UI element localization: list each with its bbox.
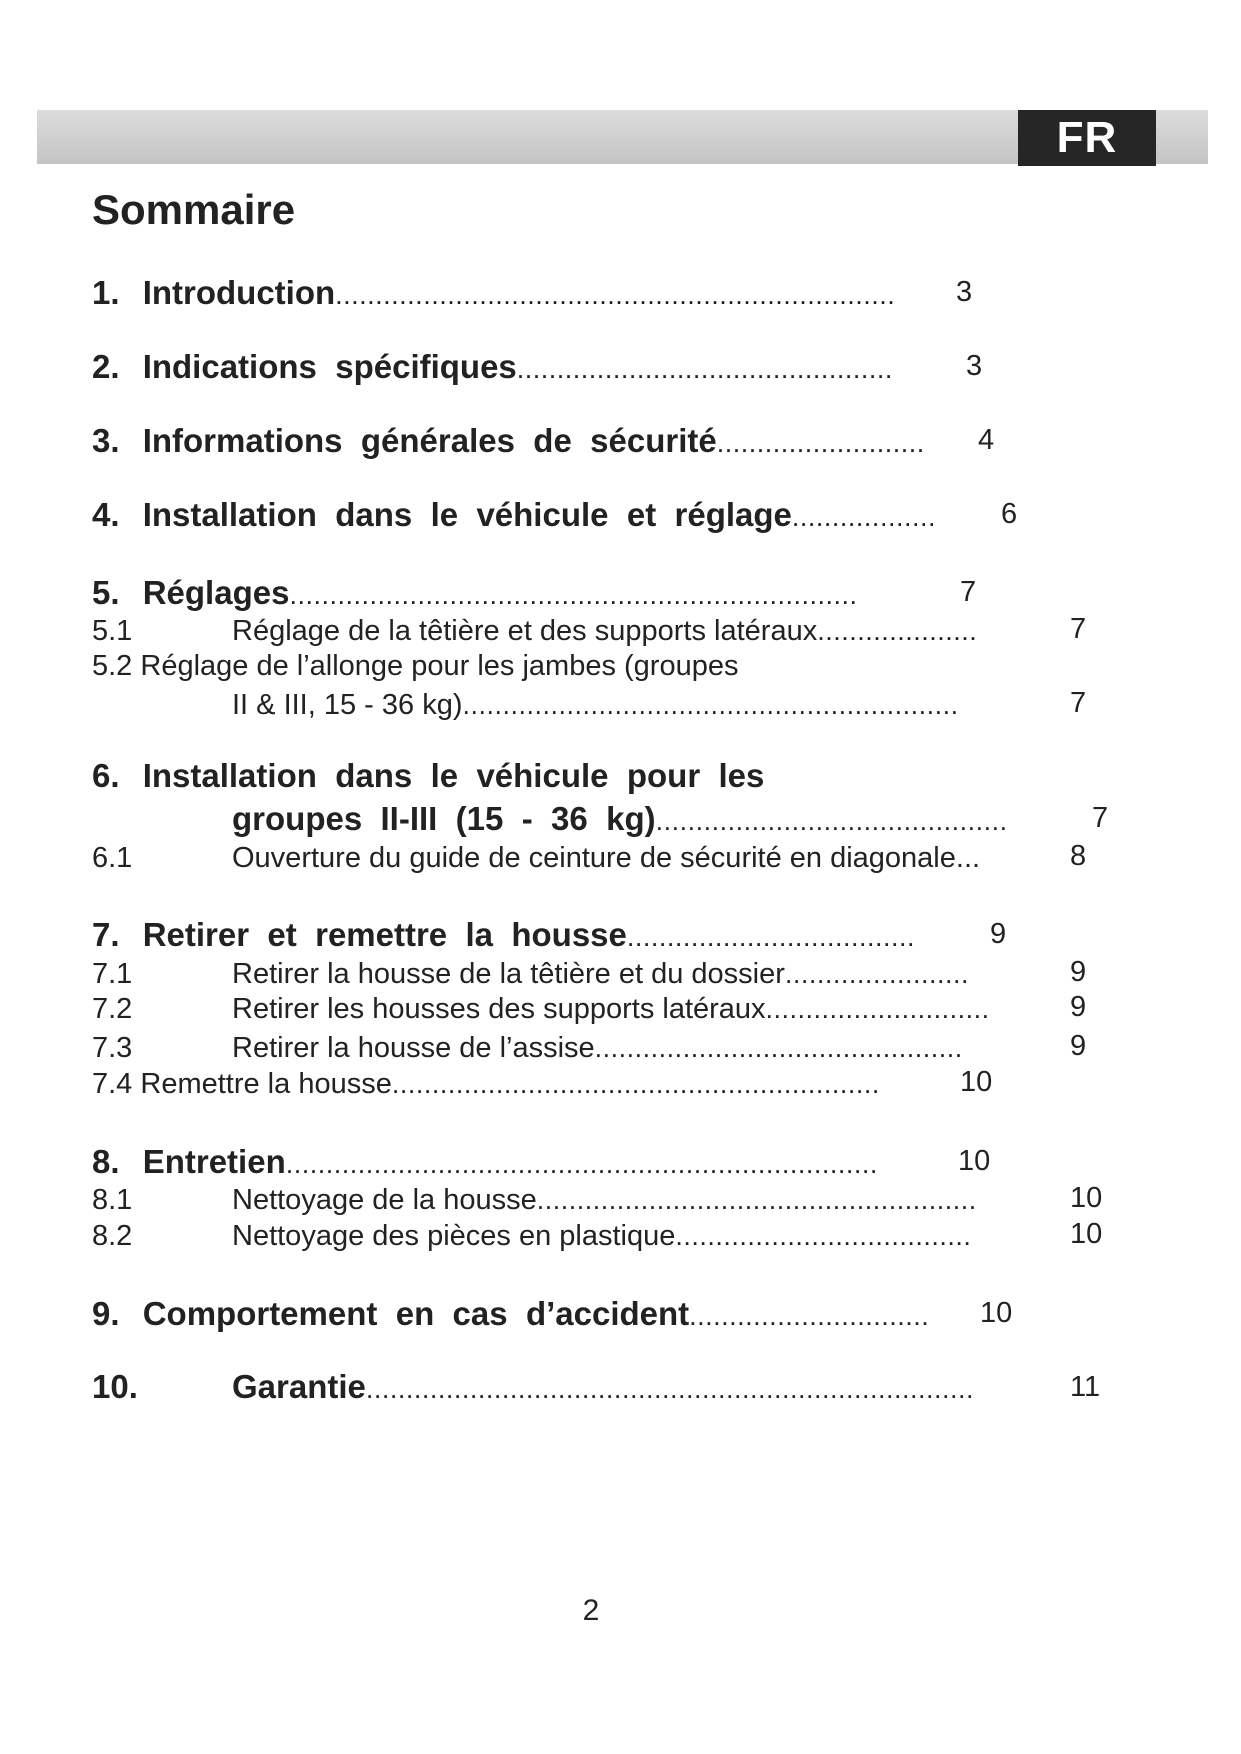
toc-title: Informations générales de sécurité — [142, 422, 717, 459]
toc-entry-3[interactable] — [92, 420, 925, 464]
toc-page-7-3: 9 — [1070, 1030, 1087, 1062]
toc-title: Entretien — [142, 1143, 286, 1180]
toc-title: 7.4 Remettre la housse — [92, 1068, 392, 1100]
toc-entry-6-line2[interactable] — [232, 798, 1008, 842]
toc-entry-7-4[interactable] — [92, 1066, 880, 1102]
toc-number-6-1: 6.1 — [92, 842, 133, 874]
dot-leader: .............................. — [689, 1301, 930, 1331]
dot-leader: .................... — [817, 616, 978, 646]
dot-leader: .......................................................................... — [285, 1149, 878, 1179]
toc-page-2: 3 — [966, 350, 983, 382]
toc-page-6-1: 8 — [1070, 840, 1087, 872]
dot-leader: ............................................ — [655, 806, 1008, 836]
toc-number-8-2: 8.2 — [92, 1220, 133, 1252]
toc-page-7-1: 9 — [1070, 956, 1087, 988]
toc-title: Installation dans le véhicule et réglage — [142, 496, 792, 533]
dot-leader: ....................................................... — [536, 1185, 977, 1215]
dot-leader: ...................................................................... — [335, 280, 896, 310]
toc-title: Garantie — [232, 1368, 366, 1405]
toc-number: 5. — [92, 574, 120, 611]
dot-leader: ............................................... — [516, 354, 893, 384]
toc-number: 1. — [92, 274, 120, 311]
toc-page-1: 3 — [956, 276, 973, 308]
toc-number: 6. — [92, 757, 120, 794]
dot-leader: .............................................. — [594, 1033, 963, 1063]
toc-title: Retirer et remettre la housse — [142, 916, 627, 953]
toc-entry-6-line1[interactable] — [92, 755, 764, 797]
toc-entry-8-2[interactable] — [232, 1218, 971, 1254]
dot-leader: ..................................... — [675, 1221, 972, 1251]
toc-title: Installation dans le véhicule pour les — [142, 757, 765, 794]
toc-entry-2[interactable] — [92, 346, 893, 390]
toc-title: Réglage de la têtière et des supports latéraux — [232, 615, 818, 647]
toc-page-3: 4 — [978, 424, 995, 456]
toc-entry-4[interactable] — [92, 494, 936, 538]
toc-entry-7[interactable] — [92, 914, 915, 958]
toc-entry-8-1[interactable] — [232, 1182, 977, 1218]
toc-number: 8. — [92, 1143, 120, 1180]
dot-leader: .............................................................. — [462, 690, 959, 720]
toc-title: Retirer les housses des supports latéraux — [232, 993, 766, 1025]
page-title: Sommaire — [92, 186, 296, 233]
toc-number: 9. — [92, 1295, 120, 1332]
toc-entry-7-3[interactable] — [232, 1030, 963, 1066]
toc-entry-6-1[interactable]: Ouverture du guide de ceinture de sécurité en diagonale... — [232, 842, 981, 874]
toc-entry-7-2[interactable] — [232, 991, 990, 1027]
toc-title: Comportement en cas d’accident — [142, 1295, 690, 1332]
toc-page-8: 10 — [958, 1145, 991, 1177]
toc-number: 2. — [92, 348, 120, 385]
toc-page-5-1: 7 — [1070, 613, 1087, 645]
toc-number: 7. — [92, 916, 120, 953]
toc-entry-9[interactable] — [92, 1293, 929, 1337]
toc-entry-5-2-line1[interactable]: 5.2 Réglage de l’allonge pour les jambes (groupes — [92, 650, 739, 682]
toc-page-8-2: 10 — [1070, 1218, 1103, 1250]
toc-entry-5[interactable] — [92, 572, 858, 616]
toc-title: Nettoyage de la housse — [232, 1184, 537, 1216]
page-number: 2 — [582, 1594, 600, 1627]
toc-entry-7-1[interactable] — [232, 956, 969, 992]
toc-page-7-4: 10 — [960, 1066, 993, 1098]
toc-page-7-2: 9 — [1070, 991, 1087, 1023]
toc-title: Réglages — [142, 574, 290, 611]
dot-leader: .......................... — [716, 428, 925, 458]
toc-title: Retirer la housse de la têtière et du dossier — [232, 958, 785, 990]
toc-title: Retirer la housse de l’assise — [232, 1032, 595, 1064]
dot-leader: .................. — [791, 502, 936, 532]
toc-title: Introduction — [142, 274, 336, 311]
toc-entry-10[interactable] — [232, 1366, 974, 1410]
toc-number-7-3: 7.3 — [92, 1032, 133, 1064]
toc-title: groupes II-III (15 - 36 kg) — [232, 800, 656, 837]
dot-leader: ....................... — [784, 959, 969, 989]
toc-entry-1[interactable] — [92, 272, 895, 316]
toc-number-5-1: 5.1 — [92, 615, 133, 647]
dot-leader: ....................................................................... — [289, 580, 858, 610]
toc-number-10: 10. — [92, 1368, 138, 1405]
toc-page-8-1: 10 — [1070, 1182, 1103, 1214]
toc-page-6: 7 — [1092, 802, 1109, 834]
toc-page-7: 9 — [990, 918, 1007, 950]
dot-leader: ............................................................................ — [365, 1374, 975, 1404]
toc-number-8-1: 8.1 — [92, 1184, 133, 1216]
toc-entry-5-2-line2[interactable] — [232, 687, 959, 723]
toc-entry-8[interactable] — [92, 1141, 878, 1185]
toc-number-7-1: 7.1 — [92, 958, 133, 990]
toc-page-10: 11 — [1070, 1371, 1101, 1403]
toc-title: Nettoyage des pièces en plastique — [232, 1220, 676, 1252]
toc-page-5-2: 7 — [1070, 687, 1087, 719]
toc-title: Indications spécifiques — [142, 348, 517, 385]
dot-leader: ............................................................. — [391, 1069, 880, 1099]
toc-page-9: 10 — [980, 1297, 1013, 1329]
dot-leader: ............................ — [765, 994, 990, 1024]
toc-page-5: 7 — [960, 576, 977, 608]
toc-number: 4. — [92, 496, 120, 533]
toc-page-4: 6 — [1001, 498, 1018, 530]
toc-title: II & III, 15 - 36 kg) — [232, 689, 463, 721]
language-badge: FR — [1018, 110, 1156, 166]
toc-number: 3. — [92, 422, 120, 459]
toc-number-7-2: 7.2 — [92, 993, 133, 1025]
dot-leader: .................................... — [626, 922, 915, 952]
toc-entry-5-1[interactable] — [232, 613, 977, 649]
